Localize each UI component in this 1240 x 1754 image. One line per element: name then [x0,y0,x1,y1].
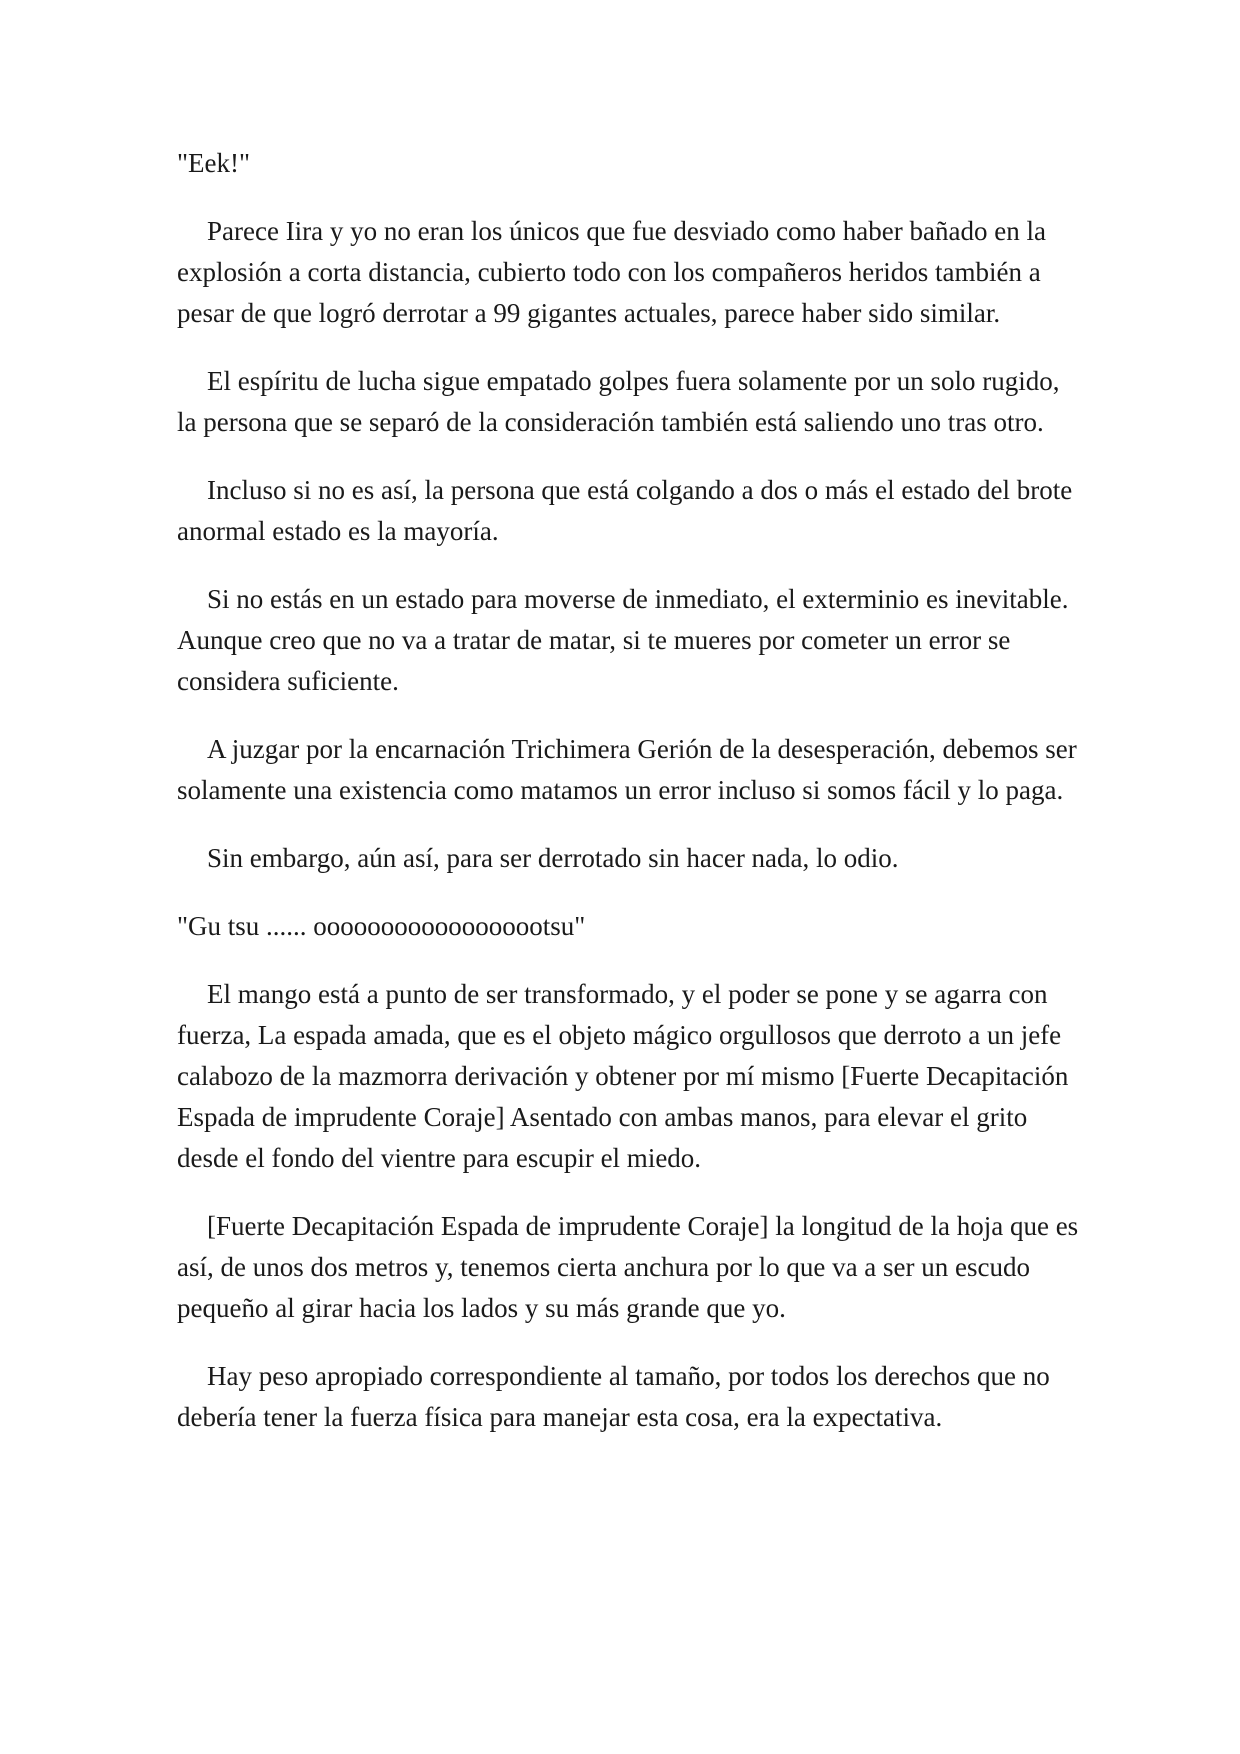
paragraph: Sin embargo, aún así, para ser derrotado sin hacer nada, lo odio. [207,843,899,873]
paragraph: [Fuerte Decapitación Espada de imprudente Coraje] la longitud de la hoja que es así, de unos dos metros y, tenemos cierta anchura por lo que va a ser un escudo pequeño al girar hacia los lados y su más grande que yo. [177,1211,1079,1323]
body-text [177,143,1079,1465]
paragraph: El espíritu de lucha sigue empatado golpes fuera solamente por un solo rugido, la persona que se separó de la consideración también está saliendo uno tras otro. [177,366,1060,437]
paragraph-dialog: "Eek!" [177,148,251,178]
paragraph: El mango está a punto de ser transformado, y el poder se pone y se agarra con fuerza, La espada amada, que es el objeto mágico orgullosos que derroto a un jefe calabozo de la mazmorra derivación y obtener por mí mismo [Fuerte Decapitación Espada de imprudente Coraje] Asentado con ambas manos, para elevar el grito desde el fondo del vientre para escupir el miedo. [177,979,1069,1173]
paragraph: Si no estás en un estado para moverse de inmediato, el exterminio es inevitable. Aunque creo que no va a tratar de matar, si te mueres por cometer un error se considera suficiente. [177,584,1069,696]
paragraph: Hay peso apropiado correspondiente al tamaño, por todos los derechos que no debería tener la fuerza física para manejar esta cosa, era la expectativa. [177,1361,1050,1432]
paragraph: Parece Iira y yo no eran los únicos que fue desviado como haber bañado en la explosión a corta distancia, cubierto todo con los compañeros heridos también a pesar de que logró derrotar a 99 gigantes actuales, parece haber sido similar. [177,216,1046,328]
paragraph: A juzgar por la encarnación Trichimera Gerión de la desesperación, debemos ser solamente una existencia como matamos un error incluso si somos fácil y lo paga. [177,734,1077,805]
paragraph-dialog: "Gu tsu ...... oooooooooooooooootsu" [177,911,586,941]
paragraph: Incluso si no es así, la persona que está colgando a dos o más el estado del brote anormal estado es la mayoría. [177,475,1073,546]
